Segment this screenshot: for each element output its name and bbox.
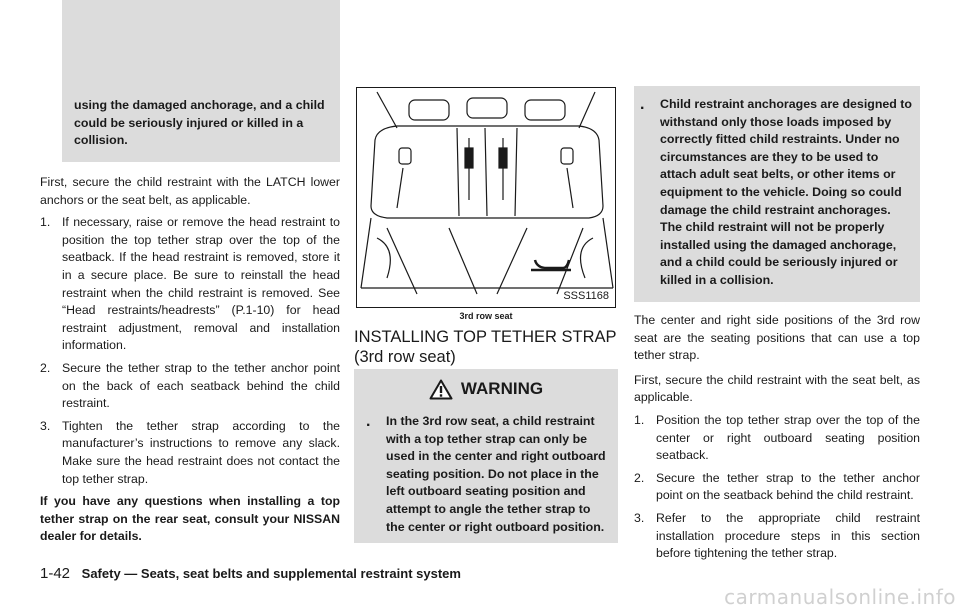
third-row-seat-drawing bbox=[357, 88, 615, 307]
intro-paragraph: First, secure the child restraint with the LATCH lower anchors or the seat belt, as applicable. bbox=[40, 175, 340, 207]
watermark: carmanualsonline.info bbox=[724, 585, 956, 609]
warning-bullet-right bbox=[640, 96, 912, 290]
step-text: If necessary, raise or remove the head restraint to position the top tether strap over the top of the seatback. If the head restraint is removed, store it in a secure place. Be sure to reinstall the head restraint when the child restraint is removed. See “Head restraints/headrests” (P.1-10) for head restraint adjustment, removal and installation information. bbox=[62, 215, 340, 353]
bullet-dot: . bbox=[366, 413, 371, 430]
warning-continuation-box-right bbox=[634, 86, 920, 302]
step-item bbox=[634, 470, 920, 505]
warning-bullet bbox=[354, 409, 618, 536]
warning-continuation-text: using the damaged anchorage, and a child could be seriously injured or killed in a collision. bbox=[74, 98, 325, 148]
warning-bullet-text: In the 3rd row seat, a child restraint with a top tether strap can only be used in the center and right outboard seating position. Do not place in the left outboard seating position and attempt to angle the tether strap to the center or right outboard position. bbox=[386, 414, 606, 534]
page-number: 1-42 bbox=[40, 565, 71, 582]
warning-header bbox=[354, 369, 618, 409]
right-paragraph-1: The center and right side positions of the 3rd row seat are the seating positions that can use a top tether strap. bbox=[634, 313, 920, 363]
step-number: 2. bbox=[40, 360, 51, 375]
step-text: Refer to the appropriate child restraint installation procedure steps in this section before tightening the tether strap. bbox=[656, 510, 920, 561]
step-text: Position the top tether strap over the top of the center or right outboard seating position seatback. bbox=[656, 412, 920, 463]
warning-bullet-right-text: Child restraint anchorages are designed to withstand only those loads imposed by correctly fitted child restraints. Under no circumstances are they to be used to attach adult seat belts, or other items or equipment to the vehicle. Doing so could damage the child restraint anchorages. The child restraint will not be properly installed using the damaged anchorage, and a child could be seriously injured or killed in a collision. bbox=[660, 97, 913, 287]
seat-illustration bbox=[356, 87, 616, 308]
warning-box bbox=[354, 369, 618, 543]
step-text: Secure the tether strap to the tether anchor point on the seatback behind the child restraint. bbox=[656, 470, 920, 503]
warning-label: WARNING bbox=[460, 379, 544, 398]
bullet-dot: . bbox=[640, 96, 645, 113]
warning-continuation-box bbox=[62, 0, 340, 162]
step-number: 3. bbox=[634, 510, 645, 525]
step-number: 1. bbox=[634, 412, 645, 427]
step-item bbox=[40, 418, 340, 488]
closing-paragraph: If you have any questions when installing a top tether strap on the rear seat, consult your NISSAN dealer for details. bbox=[40, 494, 340, 544]
figure-caption: 3rd row seat bbox=[459, 311, 513, 321]
figure-code: SSS1168 bbox=[563, 290, 609, 302]
step-item bbox=[40, 360, 340, 413]
footer-title: Safety — Seats, seat belts and supplemental restraint system bbox=[81, 566, 461, 581]
step-number: 1. bbox=[40, 215, 51, 230]
right-body bbox=[634, 312, 920, 563]
page-footer bbox=[40, 565, 461, 582]
step-number: 3. bbox=[40, 418, 51, 433]
step-text: Secure the tether strap to the tether anchor point on the back of each seatback behind the child restraint. bbox=[62, 360, 340, 411]
left-body bbox=[40, 174, 340, 546]
warning-triangle-icon bbox=[429, 379, 453, 400]
step-number: 2. bbox=[634, 470, 645, 485]
step-item bbox=[634, 412, 920, 465]
section-title: INSTALLING TOP TETHER STRAP (3rd row seat) bbox=[354, 328, 617, 366]
step-item bbox=[634, 510, 920, 563]
step-text: Tighten the tether strap according to the manufacturer’s instructions to remove any slack. Make sure the head restraint does not contact the top tether strap. bbox=[62, 418, 340, 486]
step-item bbox=[40, 214, 340, 355]
right-paragraph-2: First, secure the child restraint with the seat belt, as applicable. bbox=[634, 372, 920, 405]
